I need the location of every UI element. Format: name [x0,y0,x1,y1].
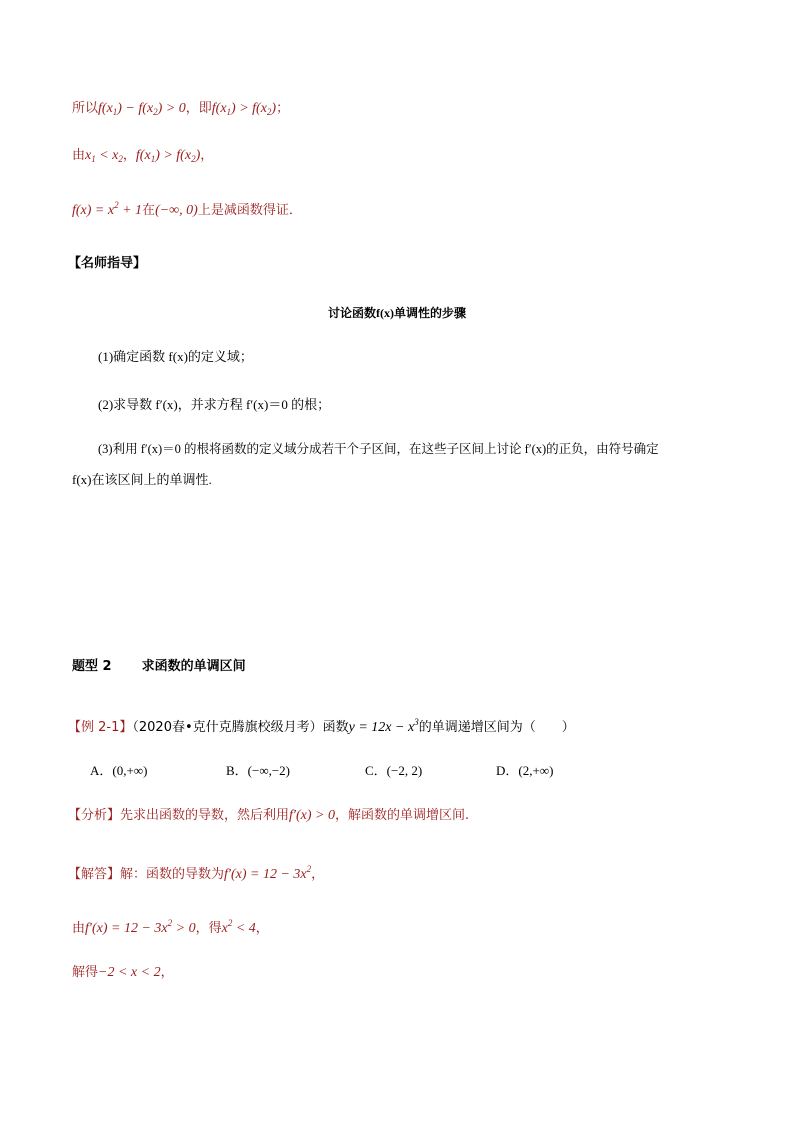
option-d: D．(2,+∞) [496,763,554,778]
answer-line-3 [72,964,174,982]
superscript: 2 [167,918,173,928]
math: f′(x) = 12 − 3x [224,867,307,882]
option-a: A．(0,+∞) [90,763,148,778]
section-title: 求函数的单调区间 [141,659,246,674]
answer-line-1 [68,860,324,884]
text: ，得 [195,921,222,936]
section-heading [72,658,246,676]
text: ； [276,101,290,116]
text: ， [311,867,325,882]
text: 上是减函数得证． [197,203,302,218]
subscript: 1 [226,107,232,117]
math: < x [95,148,119,163]
text: 在 [142,203,156,218]
proof-line-1 [72,100,289,121]
answer-tag: 【解答】 [68,867,121,882]
text: 由 [72,148,86,163]
guide-step-3: (3)利用 f′(x)＝0 的根将函数的定义域分成若干个子区间，在这些子区间上讨论 f′(x)的正负，由符号确定 [98,442,659,456]
math: f′(x) > 0 [289,808,335,823]
analysis-line [68,807,469,825]
guide-step-3-cont: f(x)在该区间上的单调性. [72,472,212,487]
subscript: 2 [118,154,123,164]
superscript: 2 [114,200,119,210]
math: + 1 [118,203,143,218]
subscript: 1 [112,107,118,117]
subscript: 2 [266,107,272,117]
math: −2 < x < 2 [98,965,161,980]
math: f(x) = x [72,203,115,218]
text: ， [200,148,214,163]
math: (−∞, 0) [155,203,198,218]
option-c: C．(−2, 2) [365,763,423,778]
math: ) > f(x [231,101,267,116]
text: 解：函数的导数为 [120,867,225,882]
math: y = 12x − x [348,720,415,735]
superscript: 2 [227,918,233,928]
text: 由 [72,921,86,936]
math: ) [195,148,201,163]
math: ) [271,101,277,116]
proof-line-3 [72,196,302,220]
subscript: 1 [91,154,96,164]
text: ，解函数的单调增区间. [334,808,470,823]
superscript: 3 [414,717,419,727]
math: x [221,921,228,936]
guide-step-2: (2)求导数 f′(x)，并求方程 f′(x)＝0 的根； [98,397,331,412]
subscript: 2 [191,154,196,164]
math: f′(x) = 12 − 3x [85,921,168,936]
math: f(x [135,148,151,163]
text: 解得 [72,965,99,980]
math: x [85,148,92,163]
math: ) > 0 [157,101,186,116]
text: ，即 [185,101,212,116]
subscript: 2 [153,107,158,117]
math: f(x [211,101,227,116]
text: 先求出函数的导数，然后利用 [120,808,290,823]
example-tail: 的单调递增区间为（ ） [418,720,575,735]
text: 所以 [72,101,99,116]
proof-line-2 [72,147,213,168]
section-label: 题型 2 [72,659,112,674]
guide-step-1: (1)确定函数 f(x)的定义域； [98,349,253,364]
example-tag: 【例 2-1】 [68,720,133,735]
guide-title: 讨论函数f(x)单调性的步骤 [328,306,466,320]
text: ， [160,965,174,980]
math: ) > f(x [155,148,192,163]
superscript: 2 [306,864,312,874]
text: ， [255,921,269,936]
math: < 4 [232,921,256,936]
subscript: 1 [150,154,156,164]
text: ， [122,148,136,163]
math: f(x [98,101,113,116]
analysis-tag: 【分析】 [68,808,121,823]
math: > 0 [172,921,196,936]
option-b: B．(−∞,−2) [226,763,291,778]
answer-line-2 [72,914,269,938]
example-line [68,713,575,737]
example-source: （2020春•克什克腾旗校级月考）函数 [132,720,349,735]
guide-heading: 【名师指导】 [68,256,147,271]
math: ) − f(x [117,101,154,116]
